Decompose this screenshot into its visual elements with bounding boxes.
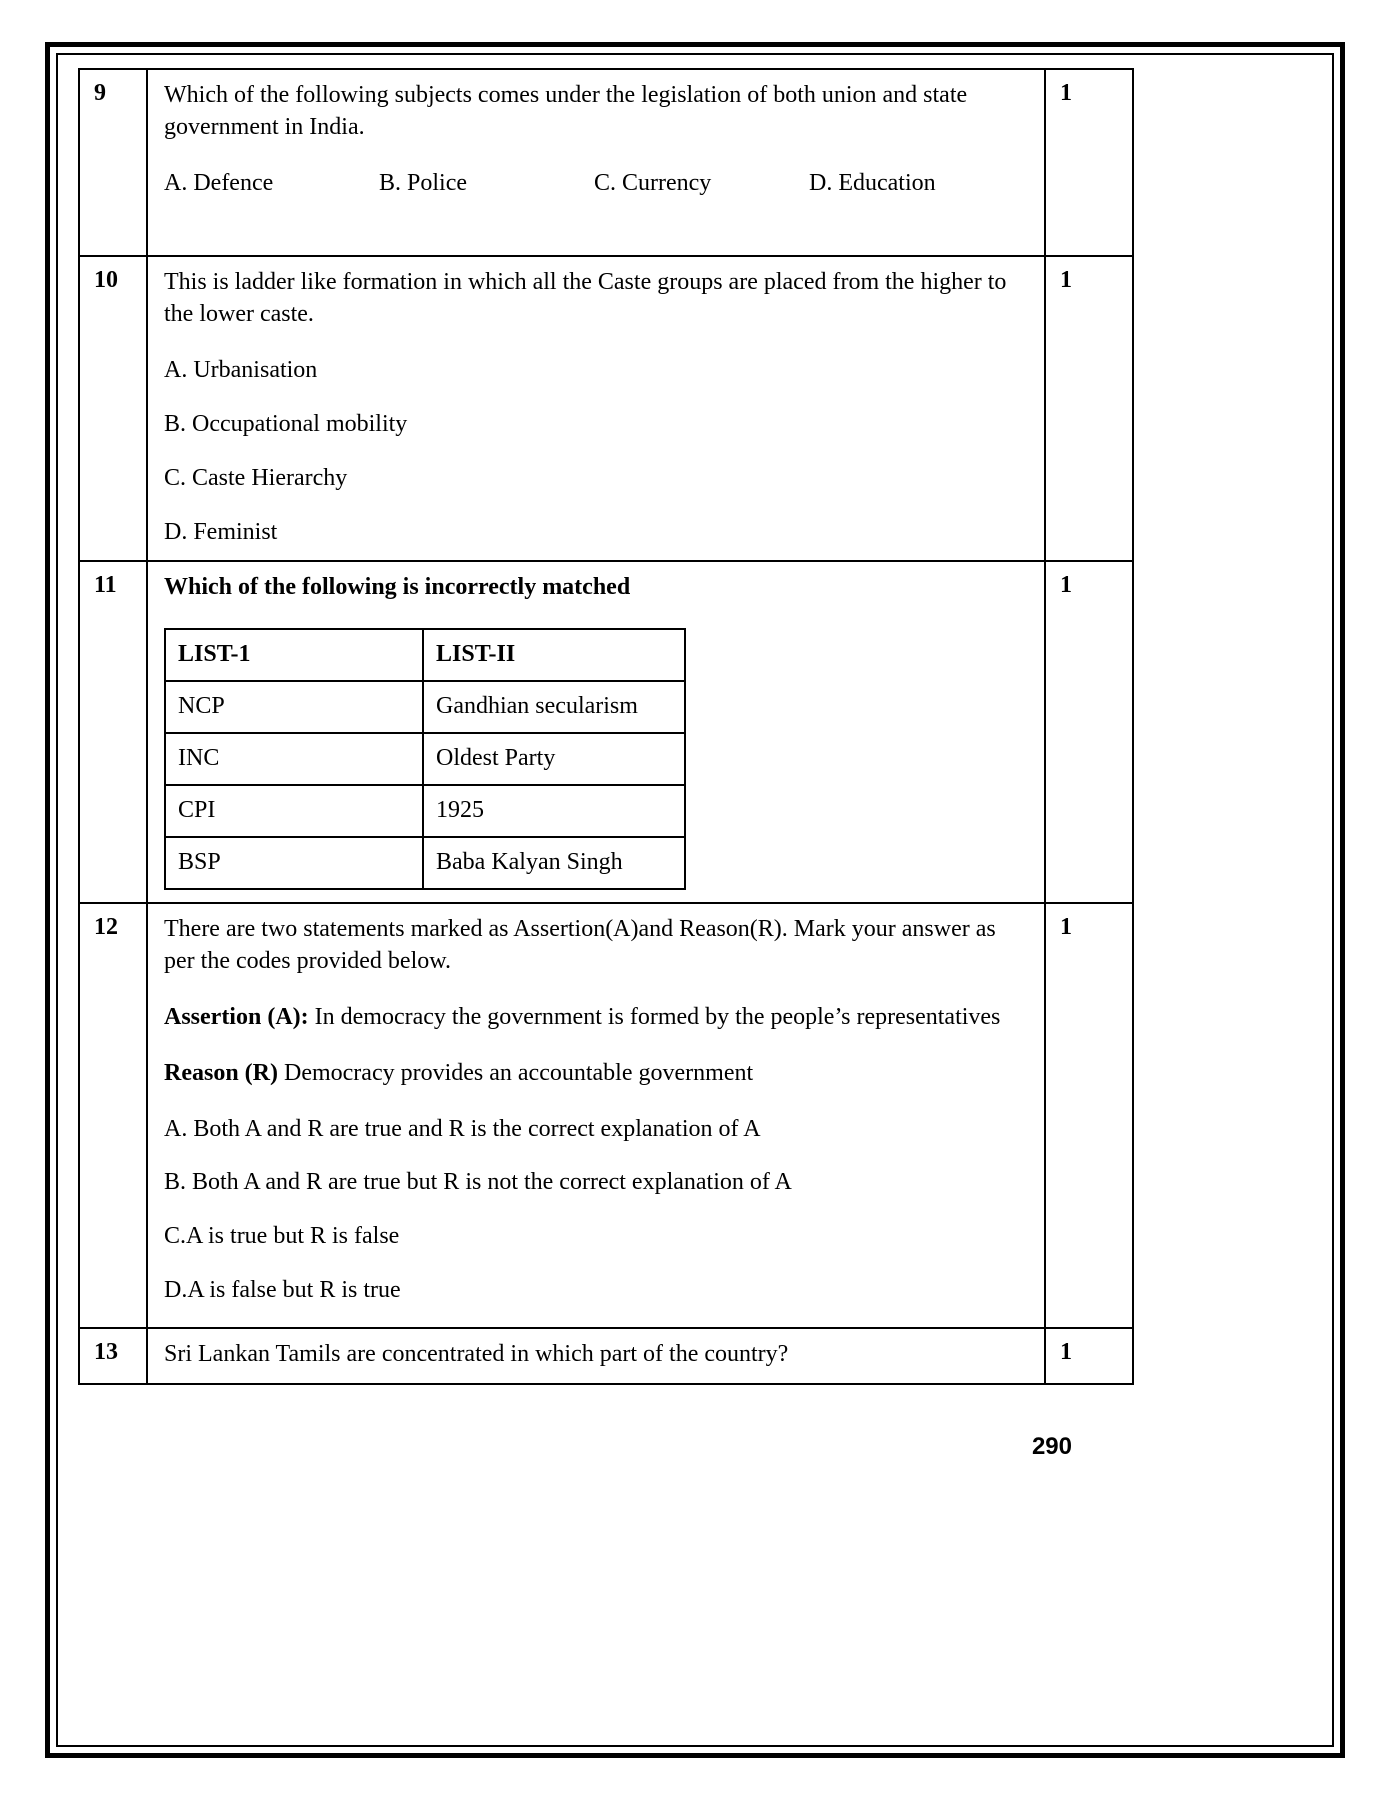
assertion-text: In democracy the government is formed by the people’s representatives — [308, 1003, 1001, 1030]
question-text: Sri Lankan Tamils are concentrated in which part of the country? — [164, 1340, 789, 1367]
match-table-row — [165, 733, 685, 785]
question-body — [148, 904, 1046, 1327]
question-row-11 — [80, 562, 1132, 903]
assertion-label: Assertion (A): — [164, 1003, 309, 1030]
match-header-list2: LIST-II — [423, 629, 685, 681]
question-marks: 1 — [1060, 913, 1072, 940]
option-c: C. Currency — [594, 169, 712, 196]
match-table-header-row — [165, 629, 685, 681]
question-number: 10 — [80, 257, 148, 560]
question-text: There are two statements marked as Assertion(A)and Reason(R). Mark your answer as per the codes provided below. — [164, 915, 996, 974]
reason-text: Democracy provides an accountable government — [278, 1059, 754, 1086]
match-cell: Baba Kalyan Singh — [423, 837, 685, 889]
question-row-12 — [80, 904, 1132, 1329]
match-table-row — [165, 785, 685, 837]
match-table-row — [165, 681, 685, 733]
reason-line — [164, 1058, 1014, 1090]
question-text: This is ladder like formation in which all the Caste groups are placed from the higher to the lower caste. — [164, 269, 1007, 327]
match-table-row — [165, 837, 685, 889]
assertion-line — [164, 1002, 1014, 1034]
question-number: 9 — [80, 70, 148, 255]
reason-label: Reason (R) — [164, 1059, 278, 1086]
questions-table — [78, 68, 1134, 1385]
option-b: B. Police — [379, 169, 467, 196]
match-cell: 1925 — [423, 785, 685, 837]
question-body — [148, 257, 1046, 560]
option-a: A. Urbanisation — [164, 356, 318, 383]
match-cell: Oldest Party — [423, 733, 685, 785]
question-number: 11 — [80, 562, 148, 901]
question-text: Which of the following subjects comes under the legislation of both union and state government in India. — [164, 82, 968, 140]
question-marks: 1 — [1060, 267, 1072, 293]
match-header-list1: LIST-1 — [165, 629, 423, 681]
match-cell: INC — [165, 733, 423, 785]
option-d: D.A is false but R is true — [164, 1277, 401, 1304]
options-inline-row — [164, 168, 1014, 200]
option-c: C. Caste Hierarchy — [164, 464, 348, 491]
option-c: C.A is true but R is false — [164, 1223, 400, 1250]
question-row-13 — [80, 1329, 1132, 1383]
match-cell: CPI — [165, 785, 423, 837]
option-d: D. Feminist — [164, 518, 278, 545]
option-b: B. Both A and R are true but R is not the correct explanation of A — [164, 1169, 792, 1196]
match-list-table — [164, 628, 686, 890]
page-inner-border — [56, 53, 1334, 1747]
question-text: Which of the following is incorrectly matched — [164, 574, 631, 601]
question-body — [148, 70, 1046, 255]
option-a: A. Defence — [164, 169, 274, 196]
question-marks: 1 — [1060, 572, 1072, 599]
question-row-10 — [80, 257, 1132, 562]
question-marks: 1 — [1060, 80, 1072, 106]
page-number: 290 — [1031, 1432, 1072, 1460]
question-row-9 — [80, 70, 1132, 257]
question-number: 12 — [80, 904, 148, 1327]
match-cell: Gandhian secularism — [423, 681, 685, 733]
question-body — [148, 1329, 1046, 1383]
option-a: A. Both A and R are true and R is the correct explanation of A — [164, 1115, 761, 1142]
question-body — [148, 562, 1046, 901]
question-marks: 1 — [1060, 1338, 1072, 1365]
question-number: 13 — [80, 1329, 148, 1383]
option-d: D. Education — [809, 169, 936, 196]
match-cell: BSP — [165, 837, 423, 889]
match-cell: NCP — [165, 681, 423, 733]
page-outer-border — [45, 42, 1345, 1758]
option-b: B. Occupational mobility — [164, 410, 408, 437]
